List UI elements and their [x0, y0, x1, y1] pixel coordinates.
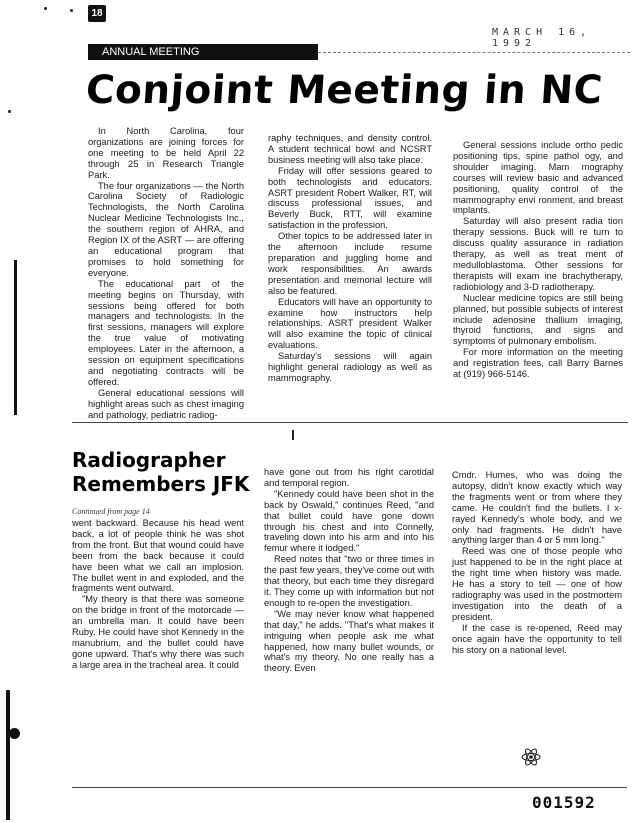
- paragraph: If the case is re-opened, Reed may once again have the opportunity to tell his story on a national level.: [452, 622, 622, 655]
- paragraph: went backward. Because his head went back, a lot of people think he was shot from the front. But that wound could have been from the back because it could have been what we call an implosion. The bullet went in and exploded, and the fragments went outward.: [72, 518, 244, 594]
- paragraph: Nuclear medicine topics are still being planned, but possible subjects of interest include adenosine thallium imaging, thyroid functions, and signs and symptoms of pulmonary embolism.: [453, 292, 623, 347]
- scan-edge-mark: [6, 690, 10, 820]
- paragraph: "My theory is that there was someone on the bridge in front of the motorcade — an umbrella man. It could have been Ruby. He could have shot Kennedy in the manubrium, and the bullet could have gone upward. That's why there was such a large area in the tracheal area. It could: [72, 594, 244, 670]
- section-divider: [72, 422, 628, 423]
- paragraph: Cmdr. Humes, who was doing the autopsy, didn't know exactly which way the fragments went or from where they came. He couldn't find the bullets. I x-rayed Kennedy's whole body, and we only had fragments. He didn't have anything larger than 4 or 5 mm long.": [452, 470, 622, 546]
- paragraph: General educational sessions will highlight areas such as chest imaging and pathology, pediatric radiog-: [88, 387, 244, 420]
- page-number: 18: [88, 5, 106, 22]
- paragraph: The four organizations — the North Carolina Society of Radiologic Technologists, the North Carolina Nuclear Medicine Technologists Inc., the southern region of AHRA, and Region IX of the ASRT — are offering an educational program that promises to hold something for everyone.: [88, 180, 244, 278]
- jfk-headline-line2: Remembers JFK: [72, 472, 250, 496]
- paragraph: General sessions include ortho pedic positioning tips, spine pathol ogy, and shoulder imaging. Mam mography courses will review basic and advanced positioning, quality control of the mammography envi ronment, and breast implants.: [453, 140, 623, 216]
- scan-speck: [8, 110, 11, 113]
- article1-column-1: [88, 126, 244, 420]
- continued-note: Continued from page 14: [72, 507, 150, 516]
- article2-column-1: [72, 518, 244, 671]
- paragraph: The educational part of the meeting begins on Thursday, with sessions being offered for both managers and technologists. In the first sessions, managers will explore the true value of motivating employees. Later in the afternoon, a session on equipment specifications and negotiating contracts will be offered.: [88, 278, 244, 387]
- atom-icon: [520, 746, 542, 768]
- section-label: ANNUAL MEETING: [88, 44, 318, 60]
- document-code: 001592: [532, 793, 596, 812]
- article1-column-2: [268, 133, 432, 384]
- article-headline: Conjoint Meeting in NC: [84, 68, 605, 113]
- paragraph: "Kennedy could have been shot in the back by Oswald," continues Reed, "and that bullet could have gone down through his chest and into Connelly, traveling down into his arm and into his femur where it lodged.": [264, 488, 434, 554]
- paragraph: raphy techniques, and density control. A student technical bowl and NCSRT business meeting will also take place.: [268, 133, 432, 165]
- paragraph: Saturday's sessions will again highlight general radiology as well as mammography.: [268, 351, 432, 383]
- paragraph: Other topics to be addressed later in the afternoon include resume preparation and juggling home and work responsibilities. An awards presentation and memorial lecture will also be featured.: [268, 231, 432, 296]
- footer-rule: [72, 787, 627, 788]
- article2-column-3: [452, 470, 622, 655]
- scan-edge-mark: [14, 260, 17, 415]
- paragraph: Saturday will also present radia tion therapy sessions. Buck will re turn to discuss quality assurance in radiation therapy, as well as treat ment of medulloblastoma. Other sessions for therapists will exam ine brachytherapy, radiobiology and 3-D radiotherapy.: [453, 216, 623, 292]
- scan-speck: [70, 9, 73, 12]
- paragraph: have gone out from his right carotidal and temporal region.: [264, 467, 434, 488]
- paragraph: Reed was one of those people who just happened to be in the right place at the right time when history was made. He has a story to tell — one of how radiography was used in the postmortem investigation into the death of a president.: [452, 546, 622, 622]
- dateline: MARCH 16, 1992: [492, 27, 592, 49]
- scan-speck: [44, 7, 47, 10]
- jfk-headline: [72, 448, 249, 496]
- jfk-headline-line1: Radiographer: [72, 448, 226, 472]
- paragraph: In North Carolina, four organizations are joining forces for one meeting to be held April 22 through 25 in Research Triangle Park.: [88, 126, 244, 180]
- paragraph: Friday will offer sessions geared to both technologists and educators. ASRT president Robert Walker, RT, will discuss professional issues, and Beverly Buck, RTT, will examine satisfaction in the profession.: [268, 165, 432, 231]
- paragraph: Educators will have an opportunity to examine how instructors help relationships. ASRT president Walker will also examine the topic of clinical evaluations.: [268, 296, 432, 351]
- article1-column-3: [453, 140, 623, 380]
- paragraph: "We may never know what happened that day," he adds. "That's what makes it intriguing when people ask me what happened, how many bullet wounds, or what's my theory. No one really has a theory. Even: [264, 608, 434, 674]
- paragraph: Reed notes that "two or three times in the past few years, they've come out with that theory, but each time they disregard it. They come up with information but not enough to re-open the investigation.: [264, 554, 434, 608]
- divider-tick: [292, 430, 294, 440]
- paragraph: For more information on the meeting and registration fees, call Barry Barnes at (919) 966-5146.: [453, 347, 623, 380]
- header-rule: [318, 52, 630, 53]
- article2-column-2: [264, 467, 434, 674]
- binder-hole-mark: [9, 728, 20, 739]
